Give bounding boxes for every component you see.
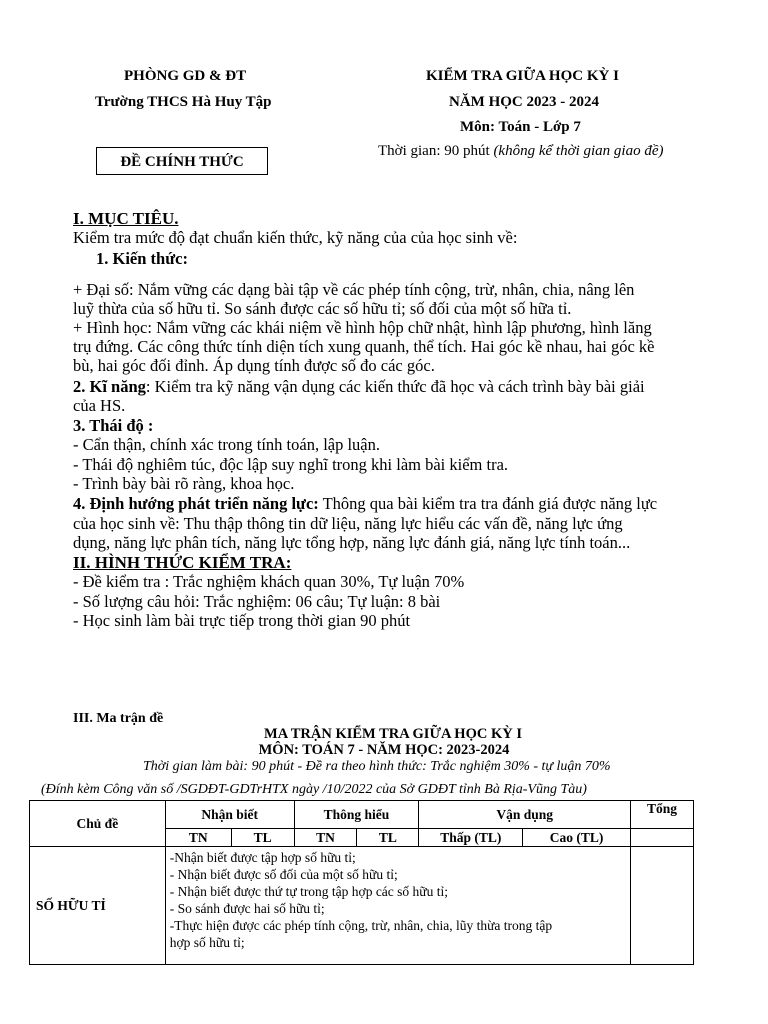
row-rational-content bbox=[165, 847, 630, 965]
format-item-3: - Học sinh làm bài trực tiếp trong thời gian 90 phút bbox=[73, 611, 411, 630]
sub-total-empty bbox=[631, 829, 694, 847]
sub-tn-understand: TN bbox=[294, 829, 357, 847]
format-item-1: - Đề kiểm tra : Trắc nghiệm khách quan 30%, Tự luận 70% bbox=[73, 572, 465, 591]
skills-label: 2. Kĩ năng bbox=[73, 377, 146, 396]
matrix-time-line: Thời gian làm bài: 90 phút - Đề ra theo hình thức: Trắc nghiệm 30% - tự luận 70% bbox=[143, 759, 611, 774]
col-apply-header: Vận dụng bbox=[419, 801, 631, 829]
attitude-heading: 3. Thái độ : bbox=[73, 416, 154, 435]
col-topic-header: Chủ đề bbox=[30, 801, 166, 847]
matrix-table bbox=[29, 800, 694, 965]
attitude-item-2: - Thái độ nghiêm túc, độc lập suy nghĩ trong khi làm bài kiểm tra. bbox=[73, 455, 509, 474]
attitude-item-1: - Cẩn thận, chính xác trong tính toán, lập luận. bbox=[73, 435, 381, 454]
exam-time-text: Thời gian: 90 phút bbox=[378, 143, 494, 159]
geometry-line-1: + Hình học: Nắm vững các khái niệm về hình hộp chữ nhật, hình lập phương, hình lăng bbox=[73, 318, 652, 337]
col-total-header: Tổng bbox=[631, 801, 694, 829]
official-label: ĐỀ CHÍNH THỨC bbox=[96, 147, 268, 175]
list-item: -Thực hiện được các phép tính cộng, trừ, nhân, chia, lũy thừa trong tập bbox=[169, 918, 553, 933]
attitude-item-3: - Trình bày bài rõ ràng, khoa học. bbox=[73, 474, 295, 493]
matrix-attach-line: (Đính kèm Công văn số /SGDĐT-GDTrHTX ngày /10/2022 của Sở GDĐT tỉnh Bà Rịa-Vũng Tàu) bbox=[41, 782, 587, 797]
row-topic-rational: SỐ HỮU TỈ bbox=[30, 847, 166, 965]
col-understand-header: Thông hiểu bbox=[294, 801, 419, 829]
matrix-title-1: MA TRẬN KIỂM TRA GIỮA HỌC KỲ I bbox=[264, 726, 522, 742]
sub-tl-understand: TL bbox=[357, 829, 419, 847]
section-3-heading: III. Ma trận đề bbox=[73, 711, 164, 726]
sub-apply-high: Cao (TL) bbox=[523, 829, 631, 847]
algebra-line-1: + Đại số: Nắm vững các dạng bài tập về các phép tính cộng, trừ, nhân, chia, nâng lên bbox=[73, 280, 635, 299]
list-item: - So sánh được hai số hữu tỉ; bbox=[169, 901, 325, 916]
list-item: - Nhận biết được thứ tự trong tập hợp các số hữu tỉ; bbox=[169, 884, 448, 899]
orientation-line-2: của học sinh về: Thu thập thông tin dữ liệu, năng lực hiểu các vấn đề, năng lực ứng bbox=[73, 514, 623, 533]
matrix-title-2: MÔN: TOÁN 7 - NĂM HỌC: 2023-2024 bbox=[258, 742, 510, 758]
orientation-text: Thông qua bài kiểm tra tra đánh giá được năng lực bbox=[318, 494, 658, 513]
exam-time-note: (không kể thời gian giao đề) bbox=[493, 143, 664, 159]
school-year: NĂM HỌC 2023 - 2024 bbox=[449, 94, 599, 110]
sub-apply-low: Thấp (TL) bbox=[419, 829, 523, 847]
list-item: hợp số hữu tỉ; bbox=[169, 935, 245, 950]
skills-line-2: của HS. bbox=[73, 396, 126, 415]
knowledge-heading: 1. Kiến thức: bbox=[96, 249, 188, 268]
skills-text: : Kiểm tra kỹ năng vận dụng các kiến thức đã học và cách trình bày bài giải bbox=[145, 377, 645, 396]
exam-time bbox=[378, 143, 663, 160]
geometry-line-2: trụ đứng. Các công thức tính diện tích xung quanh, thể tích. Hai góc kề nhau, hai góc kề bbox=[73, 337, 655, 356]
sub-tn-recognize: TN bbox=[165, 829, 231, 847]
skills-line bbox=[73, 377, 645, 397]
school-name: Trường THCS Hà Huy Tập bbox=[95, 94, 272, 110]
exam-title: KIỂM TRA GIỮA HỌC KỲ I bbox=[426, 68, 619, 84]
sub-tl-recognize: TL bbox=[231, 829, 294, 847]
col-recognize-header: Nhận biết bbox=[165, 801, 294, 829]
geometry-line-3: bù, hai góc đối đỉnh. Áp dụng tính được số đo các góc. bbox=[73, 356, 435, 375]
section-1-intro: Kiểm tra mức độ đạt chuẩn kiến thức, kỹ năng của của học sinh về: bbox=[73, 228, 518, 247]
format-item-2: - Số lượng câu hỏi: Trắc nghiệm: 06 câu; Tự luận: 8 bài bbox=[73, 592, 441, 611]
list-item: -Nhận biết được tập hợp số hữu tỉ; bbox=[169, 850, 356, 865]
list-item: - Nhận biết được số đối của một số hữu tỉ; bbox=[169, 867, 398, 882]
section-1-heading: I. MỤC TIÊU. bbox=[73, 209, 179, 228]
dept-name: PHÒNG GD & ĐT bbox=[124, 68, 247, 84]
subject: Môn: Toán - Lớp 7 bbox=[460, 119, 581, 135]
orientation-line-1 bbox=[73, 494, 657, 514]
section-2-heading: II. HÌNH THỨC KIỂM TRA: bbox=[73, 553, 292, 572]
orientation-line-3: dụng, năng lực phân tích, năng lực tổng hợp, năng lực đánh giá, năng lực tính toán... bbox=[73, 533, 631, 552]
row-rational-total bbox=[631, 847, 694, 965]
algebra-line-2: luỹ thừa của số hữu tỉ. So sánh được các số hữu tỉ; số đối của một số hữa tỉ. bbox=[73, 299, 572, 318]
orientation-label: 4. Định hướng phát triển năng lực: bbox=[73, 494, 319, 513]
